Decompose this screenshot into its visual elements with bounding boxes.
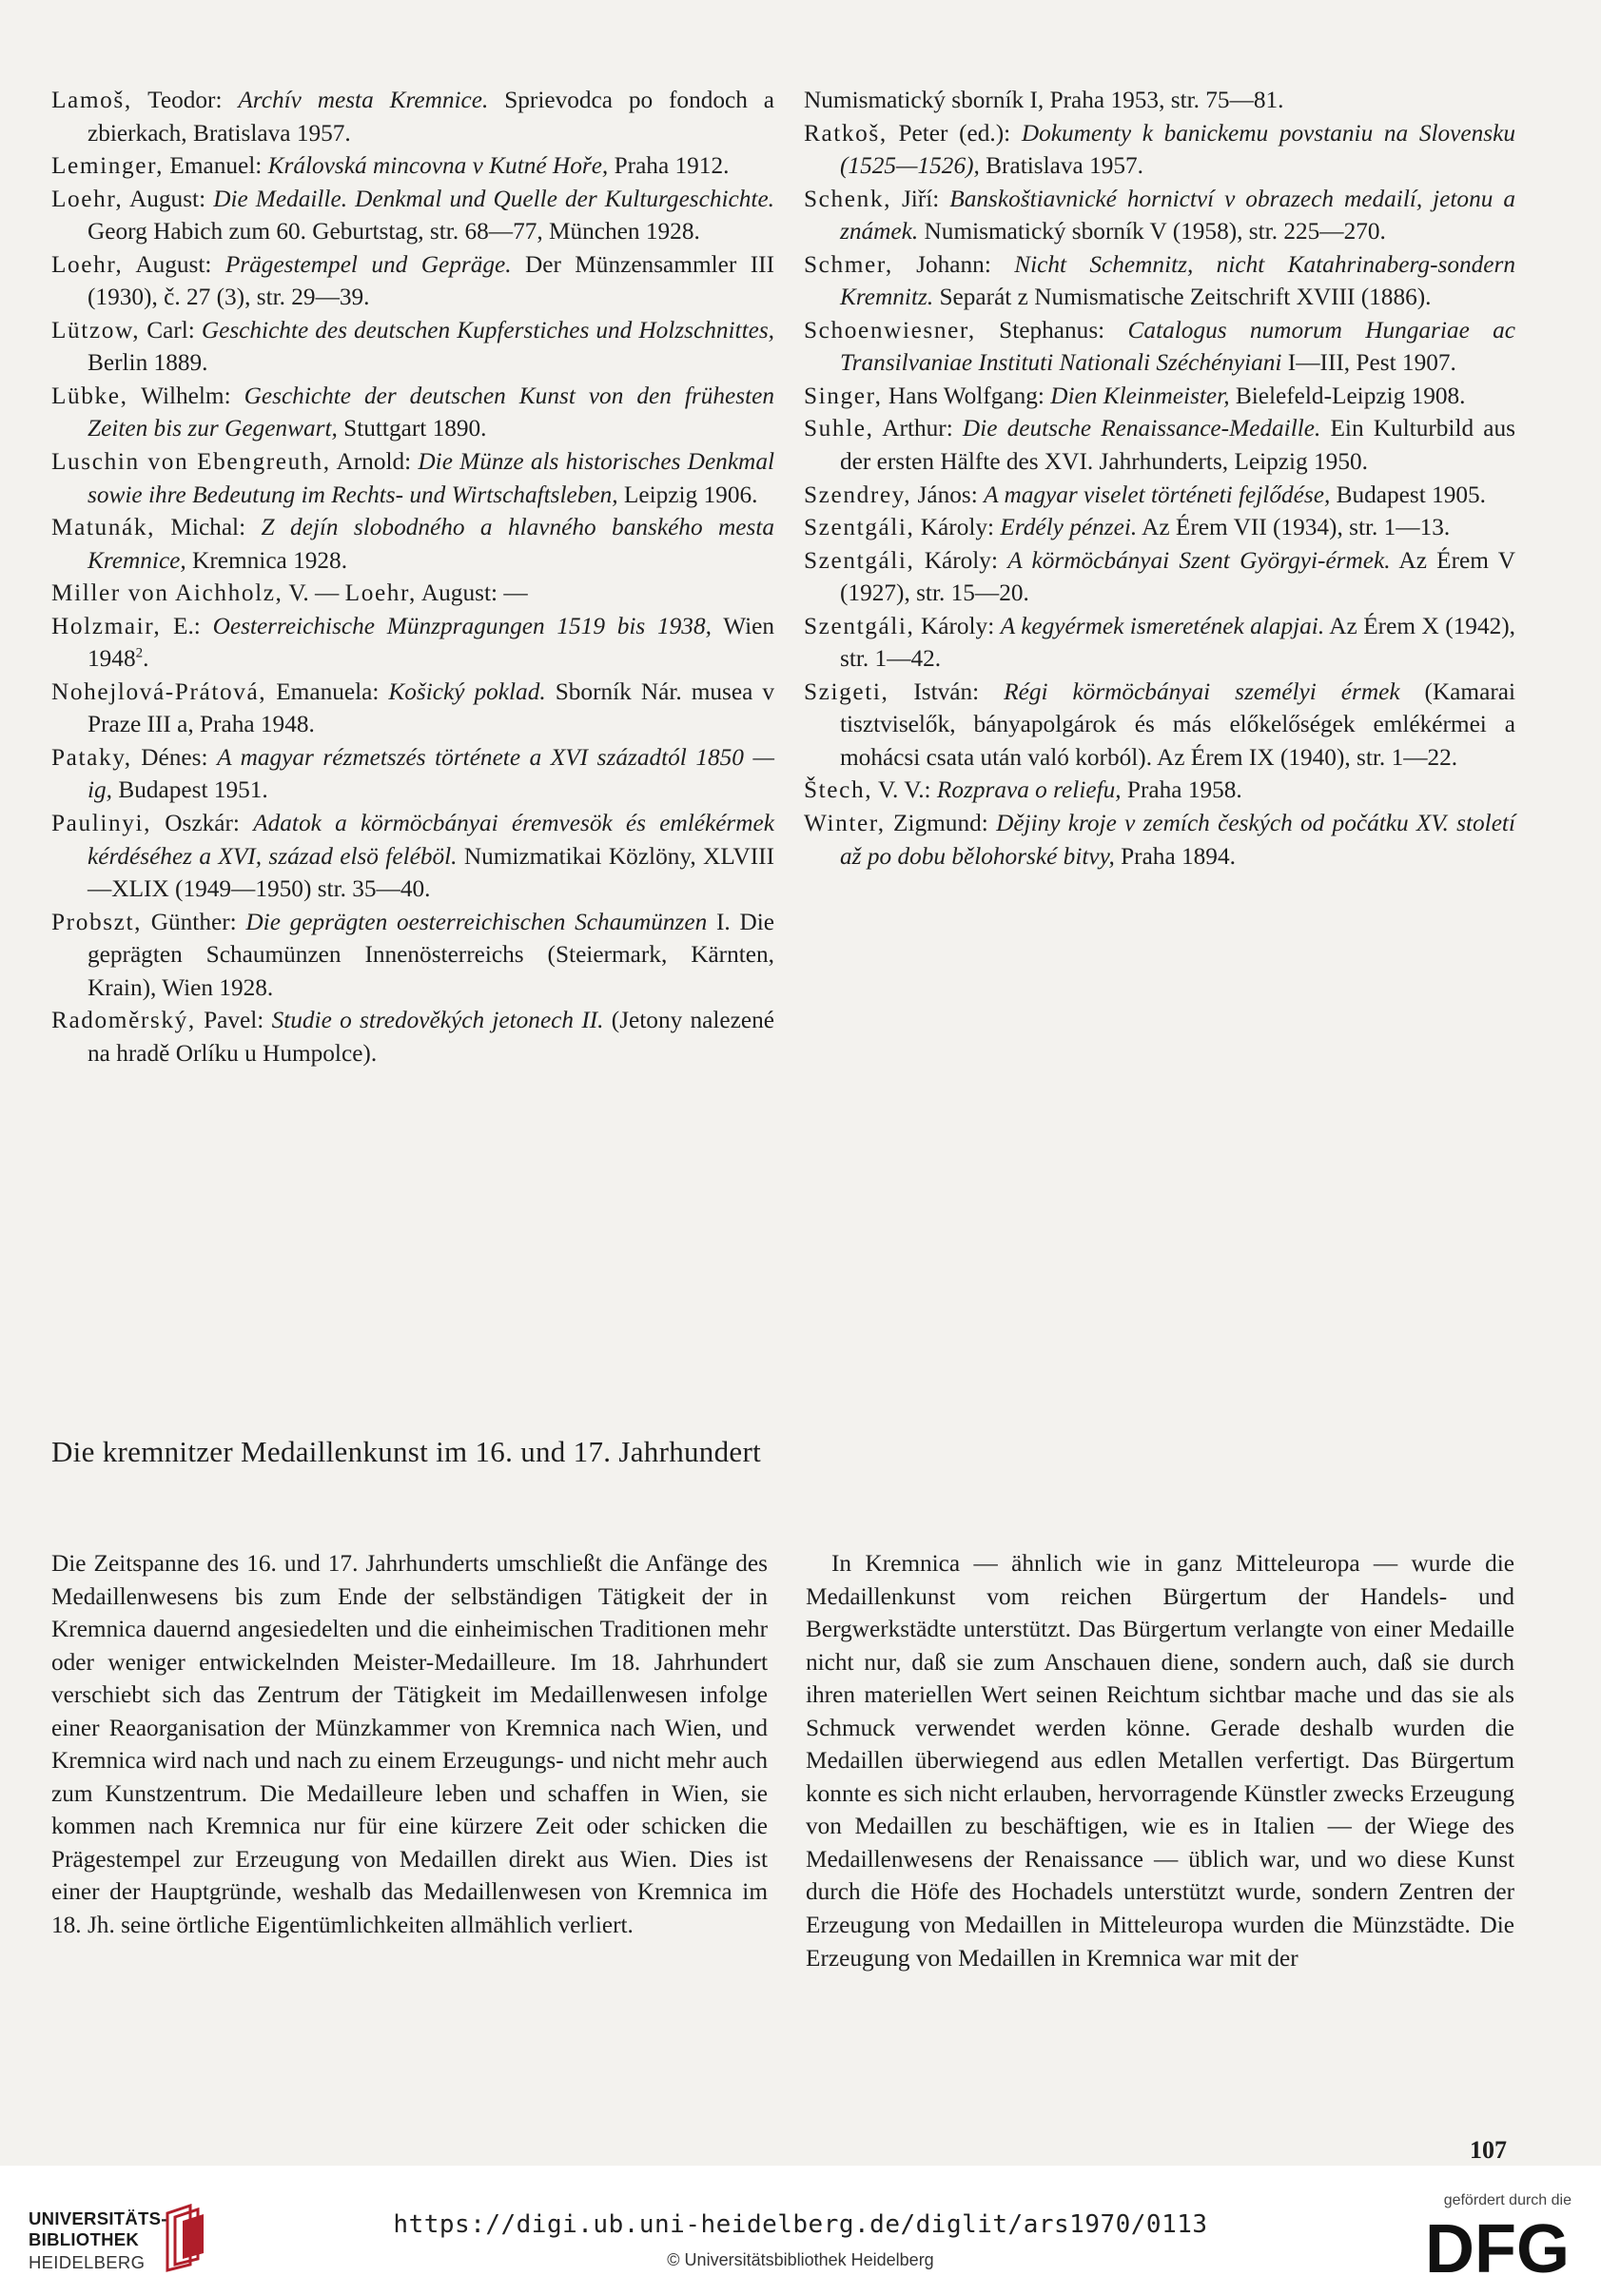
entry-text: Teodor: [131,87,239,113]
entry-title: Adatok a körmöcbányai éremvesök és emlékérmek kérdéséhez a XVI, század elsö feléböl. [88,810,774,870]
entry-title: Studie o stredověkých jetonech II. [271,1007,604,1034]
bibliography-entry [804,248,1515,314]
entry-text: Oszkár: [151,810,254,837]
entry-author: Leminger, [51,152,165,180]
entry-text: Numismatický sborník V (1958), str. 225—270. [918,218,1386,245]
entry-text: Numizmatikai Közlöny, XLVIII—XLIX (1949—1950) str. 35—40. [88,842,774,903]
entry-text: Károly: [914,514,1001,541]
entry-author: Szentgáli, [804,546,915,574]
bibliography-entry [804,84,1515,117]
entry-text: Wilhelm: [127,382,244,409]
library-name-line1: UNIVERSITÄTS- [29,2208,167,2228]
entry-author: Lamoš, [51,87,132,113]
entry-text: Emanuel: [164,152,268,180]
entry-author: Loehr, [51,250,124,278]
entry-text: Praha 1958. [1121,776,1242,804]
bibliography-entry [51,1004,774,1070]
entry-title: Die deutsche Renaissance-Medaille. [962,415,1321,442]
bibliography-entry [804,511,1515,544]
bibliography-entry [804,412,1515,478]
entry-title: Régi körmöcbányai személyi érmek [1004,677,1400,705]
bibliography-entry [51,577,774,610]
entry-author: Singer, [804,382,883,409]
bibliography-entry [804,774,1515,807]
entry-author: Loehr, [344,579,417,607]
entry-author: Miller von Aichholz, [51,579,283,607]
entry-title: Dokumenty k banickemu povstaniu na Slovensku (1525—1526), [840,119,1516,180]
entry-title: Dien Kleinmeister, [1050,382,1230,409]
entry-text: . [143,645,149,673]
bibliography-entry [51,676,774,741]
entry-text: Arthur: [873,415,963,442]
entry-text: Peter (ed.): [887,119,1022,147]
entry-text: Stephanus: [975,316,1128,343]
entry-text: Bielefeld-Leipzig 1908. [1229,382,1466,409]
bibliography-entry [51,741,774,807]
bibliography-entry [804,676,1515,775]
entry-author: Szigeti, [804,677,889,705]
entry-author: Loehr, [51,185,124,212]
entry-text: Az Érem X (1942), str. 1—42. [840,612,1515,673]
entry-author: Lübke, [51,382,128,409]
bibliography-left-column [51,84,774,1070]
entry-title: Geschichte der deutschen Kunst von den frühesten Zeiten bis zur Gegenwart, [88,382,774,442]
entry-text: Budapest 1905. [1330,481,1486,508]
bibliography-entry [804,479,1515,512]
entry-text: August: [123,250,225,278]
section-title: Die kremnitzer Medaillenkunst im 16. und 17. Jahrhundert [51,1435,761,1468]
entry-text: Wien 1948 [88,612,774,673]
bibliography-entry [804,117,1515,183]
entry-text: Kremnica 1928. [185,546,348,574]
entry-text: Stuttgart 1890. [337,415,487,442]
entry-text: Praha 1912. [608,152,730,180]
copyright-notice: © Universitätsbibliothek Heidelberg [667,2250,934,2269]
footer [0,2166,1601,2296]
entry-author: Winter, [804,810,886,837]
permalink-url[interactable]: https://digi.ub.uni-heidelberg.de/diglit/ars1970/0113 [393,2210,1208,2239]
entry-text: Günther: [142,908,246,935]
entry-text: Johann: [892,250,1015,278]
page-number: 107 [1470,2136,1507,2164]
entry-author: Szentgáli, [804,514,915,541]
funding-note: gefördert durch die [1443,2192,1572,2208]
entry-title: Die Medaille. Denkmal und Quelle der Kulturgeschichte. [213,185,774,212]
entry-author: Probszt, [51,908,143,935]
dfg-logo-icon [1400,2213,1572,2282]
entry-author: Schmer, [804,250,893,278]
entry-title: A körmöcbányai Szent Györgyi-érmek. [1007,546,1391,574]
library-name-line2: BIBLIOTHEK [29,2229,140,2249]
bibliography-entry [51,906,774,1005]
bibliography-entry [51,610,774,676]
body-right-column [806,1547,1514,1974]
entry-text: (Jetony nalezené na hradě Orlíku u Humpolce). [88,1007,774,1067]
entry-text: Sborník Nár. musea v Praze III a, Praha 1948. [88,677,774,738]
entry-text: Pavel: [195,1007,272,1034]
entry-author: Suhle, [804,415,874,442]
entry-text: Michal: [155,514,262,541]
entry-author: Holzmair, [51,612,162,639]
entry-text: Hans Wolfgang: [882,382,1051,409]
entry-title: Prägestempel und Gepräge. [225,250,512,278]
entry-title: Košický poklad. [388,677,546,705]
entry-author: Luschin von Ebengreuth, [51,448,331,476]
bibliography-entry [804,314,1515,380]
entry-author: Paulinyi, [51,810,152,837]
entry-title: Geschichte des deutschen Kupferstiches und Holzschnittes, [201,316,774,343]
entry-title: Nicht Schemnitz, nicht Katahrinaberg-sondern Kremnitz. [840,250,1516,311]
entry-text: János: [911,481,985,508]
entry-text: Georg Habich zum 60. Geburtstag, str. 68—77, München 1928. [88,218,700,245]
entry-title: Dějiny kroje v zemích českých od počátku XV. století až po dobu bělohorské bitvy, [840,810,1515,870]
entry-text: Bratislava 1957. [979,152,1143,180]
entry-text: Sprievodca po fondoch a zbierkach, Bratislava 1957. [88,87,774,147]
bibliography-entry [51,183,774,248]
edition-superscript: 2 [135,645,144,661]
entry-text: (Kamarai tisztviselők, bányapolgárok és más előkelőségek emlékérmei a mohácsi csata után való korból). Az Érem IX (1940), str. 1—22. [840,677,1515,771]
entry-author: Schoenwiesner, [804,316,976,343]
entry-title: Banskoštiavnické hornictví v obrazech medailí, jetonu a známek. [840,185,1515,245]
entry-text: István: [888,677,1005,705]
entry-text: August: — [416,579,528,607]
entry-text: Károly: [914,612,1001,639]
entry-text: Carl: [140,316,202,343]
entry-text: Budapest 1951. [112,776,268,804]
entry-text: Numismatický sborník I, Praha 1953, str. 75—81. [804,87,1284,113]
bibliography-entry [804,610,1515,676]
entry-text: Arnold: [330,448,419,476]
body-paragraph: In Kremnica — ähnlich wie in ganz Mitteleuropa — wurde die Medaillenkunst vom reichen Bürgertum der Handels- und Bergwerkstädte unterstützt. Das Bürgertum verlangte von einer Medaille nicht nur, daß sie zum Anschauen diene, sondern auch, daß sie durch ihren materiellen Wert seinen Reichtum sichtbar mache und das sie als Schmuck verwendet werden könne. Gerade deshalb wurden die Medaillen überwiegend aus edlen Metallen verfertigt. Das Bürgertum konnte es sich nicht erlauben, hervorragende Künstler zwecks Erzeugung von Medaillen zu beschäftigen, wie es in Italien — der Wiege des Medaillenwesens der Renaissance — üblich war, und wo diese Kunst durch die Höfe des Hochadels unterstützt wurde, sondern Zentren der Erzeugung von Medaillen in Mitteleuropa wurden die Münzstädte. Die Erzeugung von Medaillen in Kremnica war mit der [806,1550,1514,1972]
bibliography-entry [51,511,774,577]
entry-title: Erdély pénzei. [1000,514,1138,541]
entry-text: I—III, Pest 1907. [1281,349,1456,377]
bibliography-entry [51,807,774,906]
bibliography-entry [804,544,1515,610]
entry-text: Az Érem VII (1934), str. 1—13. [1137,514,1451,541]
entry-text: I. Die geprägten Schaumünzen Innenösterreichs (Steiermark, Kärnten, Krain), Wien 1928. [88,908,774,1001]
bibliography-entry [804,807,1515,873]
bibliography-entry [51,149,774,183]
entry-author: Schenk, [804,185,891,212]
entry-author: Szentgáli, [804,612,915,639]
entry-title: Rozprava o reliefu, [936,776,1122,804]
entry-text: V. — [283,579,345,607]
entry-title: A magyar rézmetszés története a XVI századtól 1850 — ig, [88,743,774,804]
entry-title: Archív mesta Kremnice. [238,87,489,113]
entry-title: Oesterreichische Münzpragungen 1519 bis 1938, [212,612,712,639]
entry-author: Lützow, [51,316,141,343]
bibliography-right-column [804,84,1515,873]
bibliography-entry [804,380,1515,413]
bibliography-entry [51,84,774,149]
entry-text: Berlin 1889. [88,349,208,377]
entry-author: Radoměrský, [51,1007,196,1034]
bibliography-entry [51,380,774,445]
entry-text: Károly: [914,546,1008,574]
entry-title: Z dejín slobodného a hlavného banského mesta Kremnice, [88,514,774,574]
bibliography-entry [51,314,774,380]
entry-author: Matunák, [51,514,156,541]
entry-title: A kegyérmek ismeretének alapjai. [1000,612,1325,639]
entry-text: E.: [161,612,213,639]
entry-title: Královská mincovna v Kutné Hoře, [267,152,609,180]
bibliography-entry [804,183,1515,248]
entry-title: A magyar viselet történeti fejlődése, [984,481,1331,508]
entry-author: Szendrey, [804,481,912,508]
entry-text: Zigmund: [885,810,997,837]
library-name-line3: HEIDELBERG [29,2252,146,2272]
entry-author: Pataky, [51,743,132,771]
entry-author: Nohejlová-Prátová, [51,677,267,705]
entry-text: Emanuela: [266,677,389,705]
entry-text: Separát z Numismatische Zeitschrift XVIII (1886). [933,284,1432,311]
entry-text: V. V.: [872,776,937,804]
entry-title: Die geprägten oesterreichischen Schaumünzen [245,908,708,935]
entry-text: August: [123,185,214,212]
entry-title: Die Münze als historisches Denkmal sowie ihre Bedeutung im Rechts- und Wirtschaftsleben, [88,448,774,508]
bibliography-entry [51,445,774,511]
entry-text: Ein Kulturbild aus der ersten Hälfte des XVI. Jahrhunderts, Leipzig 1950. [840,415,1515,476]
entry-text: Az Érem V (1927), str. 15—20. [840,546,1515,607]
entry-author: Štech, [804,776,873,804]
body-left-column [51,1547,768,1942]
entry-text: Leipzig 1906. [617,481,758,508]
entry-title: Catalogus numorum Hungariae ac Transilvaniae Instituti Nationali Széchényiani [840,316,1516,377]
entry-text: Dénes: [131,743,218,771]
dfg-logo-text: DFG [1425,2213,1570,2282]
entry-author: Ratkoš, [804,119,888,147]
body-paragraph: Die Zeitspanne des 16. und 17. Jahrhunderts umschließt die Anfänge des Medaillenwesens bis zum Ende der selbständigen Tätigkeit der in Kremnica dauernd angesiedelten und die einheimischen Traditionen mehr oder weniger entwickelnden Meister-Medailleure. Im 18. Jahrhundert verschiebt sich das Zentrum der Tätigkeit im Medaillenwesen infolge einer Reaorganisation der Münzkammer von Kremnica nach Wien, und Kremnica wird nach und nach zu einem Erzeugungs- und nicht mehr auch zum Kunstzentrum. Die Medailleure leben und schaffen in Wien, sie kommen nach Kremnica nur für eine kürzere Zeit oder schicken die Prägestempel zur Erzeugung von Medaillen direkt aus Wien. Dies ist einer der Hauptgründe, weshalb das Medaillenwesen von Kremnica im 18. Jh. seine örtliche Eigentümlichkeiten allmählich verliert. [51,1550,768,1939]
funder-block[interactable] [1381,2192,1572,2287]
entry-text: Jiří: [891,185,950,212]
entry-text: Der Münzensammler III (1930), č. 27 (3), str. 29—39. [88,250,774,311]
bibliography-entry [51,248,774,314]
entry-text: Praha 1894. [1114,842,1236,870]
